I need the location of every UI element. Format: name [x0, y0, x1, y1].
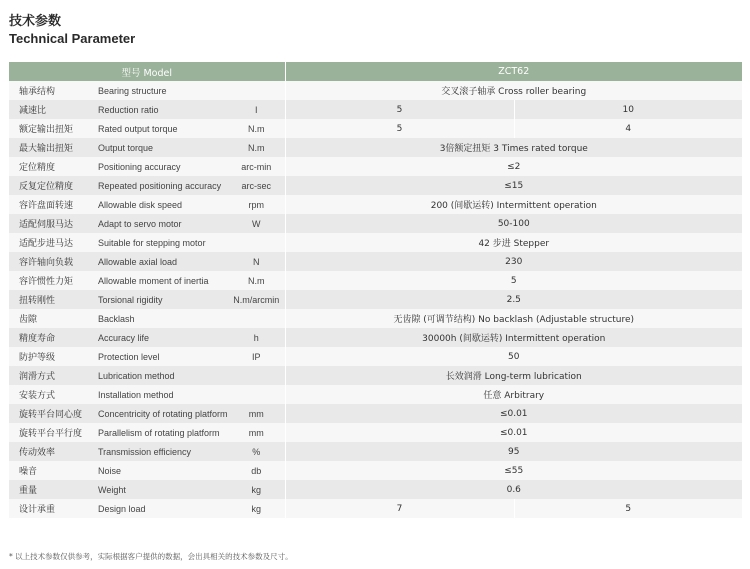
param-unit: N.m/arcmin	[228, 290, 285, 309]
param-name-cn: 适配步进马达	[9, 233, 96, 252]
table-row	[9, 157, 742, 176]
param-unit	[228, 385, 285, 404]
param-unit	[228, 309, 285, 328]
param-value-ratio-5: 7	[285, 499, 514, 518]
param-name-cn: 旋转平台平行度	[9, 423, 96, 442]
param-value: 2.5	[285, 290, 742, 309]
param-name-en: Bearing structure	[96, 81, 228, 100]
param-unit: W	[228, 214, 285, 233]
param-name-en: Repeated positioning accuracy	[96, 176, 228, 195]
param-value-ratio-5: 5	[285, 100, 514, 119]
table-row	[9, 271, 742, 290]
param-unit: h	[228, 328, 285, 347]
param-unit: N.m	[228, 138, 285, 157]
param-value: 交叉滚子轴承 Cross roller bearing	[285, 81, 742, 100]
param-name-cn: 定位精度	[9, 157, 96, 176]
param-name-cn: 旋转平台同心度	[9, 404, 96, 423]
param-name-cn: 轴承结构	[9, 81, 96, 100]
param-name-cn: 防护等级	[9, 347, 96, 366]
param-value: 200 (间歇运转) Intermittent operation	[285, 195, 742, 214]
param-name-en: Weight	[96, 480, 228, 499]
param-name-en: Suitable for stepping motor	[96, 233, 228, 252]
param-value: ≤2	[285, 157, 742, 176]
param-name-cn: 精度寿命	[9, 328, 96, 347]
param-value: ≤55	[285, 461, 742, 480]
table-row	[9, 100, 742, 119]
table-row	[9, 366, 742, 385]
table-row	[9, 195, 742, 214]
table-row	[9, 385, 742, 404]
param-name-cn: 安装方式	[9, 385, 96, 404]
param-name-en: Allowable axial load	[96, 252, 228, 271]
param-value: 230	[285, 252, 742, 271]
table-row	[9, 252, 742, 271]
param-unit: arc-sec	[228, 176, 285, 195]
table-header-row	[9, 62, 742, 81]
param-value-ratio-10: 4	[514, 119, 742, 138]
param-name-en: Adapt to servo motor	[96, 214, 228, 233]
param-unit: rpm	[228, 195, 285, 214]
param-unit: db	[228, 461, 285, 480]
page-title-cn: 技术参数	[9, 14, 62, 29]
param-value: 50	[285, 347, 742, 366]
param-value: 42 步进 Stepper	[285, 233, 742, 252]
param-unit: arc-min	[228, 157, 285, 176]
param-name-en: Allowable moment of inertia	[96, 271, 228, 290]
table-row	[9, 480, 742, 499]
param-unit: N.m	[228, 271, 285, 290]
param-name-en: Allowable disk speed	[96, 195, 228, 214]
param-name-cn: 设计承重	[9, 499, 96, 518]
param-name-cn: 容许轴向负载	[9, 252, 96, 271]
table-row	[9, 81, 742, 100]
param-name-cn: 润滑方式	[9, 366, 96, 385]
param-unit: %	[228, 442, 285, 461]
param-unit: N	[228, 252, 285, 271]
spec-table	[9, 62, 742, 518]
param-name-cn: 最大输出扭矩	[9, 138, 96, 157]
param-value: ≤0.01	[285, 423, 742, 442]
param-name-cn: 重量	[9, 480, 96, 499]
table-row	[9, 423, 742, 442]
param-name-cn: 容许盘面转速	[9, 195, 96, 214]
param-value: 3倍额定扭矩 3 Times rated torque	[285, 138, 742, 157]
table-row	[9, 214, 742, 233]
param-name-en: Reduction ratio	[96, 100, 228, 119]
table-row	[9, 442, 742, 461]
spec-table-body	[9, 81, 742, 518]
table-row	[9, 309, 742, 328]
param-name-en: Protection level	[96, 347, 228, 366]
param-name-en: Noise	[96, 461, 228, 480]
param-name-en: Design load	[96, 499, 228, 518]
param-unit: kg	[228, 480, 285, 499]
param-name-cn: 额定输出扭矩	[9, 119, 96, 138]
param-value: 5	[285, 271, 742, 290]
param-name-en: Parallelism of rotating platform	[96, 423, 228, 442]
param-unit: N.m	[228, 119, 285, 138]
table-row	[9, 347, 742, 366]
table-row	[9, 119, 742, 138]
param-name-en: Transmission efficiency	[96, 442, 228, 461]
page-title-en: Technical Parameter	[9, 31, 136, 46]
param-unit	[228, 233, 285, 252]
param-name-cn: 容许惯性力矩	[9, 271, 96, 290]
table-row	[9, 290, 742, 309]
table-row	[9, 404, 742, 423]
param-name-cn: 减速比	[9, 100, 96, 119]
table-row	[9, 138, 742, 157]
table-row	[9, 328, 742, 347]
param-value: 95	[285, 442, 742, 461]
param-value: 50-100	[285, 214, 742, 233]
param-unit: mm	[228, 404, 285, 423]
param-value-ratio-10: 5	[514, 499, 742, 518]
param-name-en: Lubrication method	[96, 366, 228, 385]
param-unit	[228, 81, 285, 100]
param-unit: IP	[228, 347, 285, 366]
param-name-en: Output torque	[96, 138, 228, 157]
param-unit: kg	[228, 499, 285, 518]
table-row	[9, 461, 742, 480]
param-name-en: Backlash	[96, 309, 228, 328]
param-value: 无齿隙 (可调节结构) No backlash (Adjustable structure)	[285, 309, 742, 328]
table-row	[9, 233, 742, 252]
param-value: ≤0.01	[285, 404, 742, 423]
param-name-en: Concentricity of rotating platform	[96, 404, 228, 423]
param-name-cn: 传动效率	[9, 442, 96, 461]
param-name-cn: 噪音	[9, 461, 96, 480]
param-name-en: Installation method	[96, 385, 228, 404]
param-name-en: Accuracy life	[96, 328, 228, 347]
param-value-ratio-5: 5	[285, 119, 514, 138]
model-value-cell: ZCT62	[285, 62, 742, 81]
param-unit: mm	[228, 423, 285, 442]
param-value-ratio-10: 10	[514, 100, 742, 119]
param-value: 30000h (间歇运转) Intermittent operation	[285, 328, 742, 347]
param-value: 任意 Arbitrary	[285, 385, 742, 404]
param-name-cn: 反复定位精度	[9, 176, 96, 195]
model-label-cell: 型号 Model	[9, 62, 285, 81]
param-value: ≤15	[285, 176, 742, 195]
param-name-en: Torsional rigidity	[96, 290, 228, 309]
param-name-en: Rated output torque	[96, 119, 228, 138]
param-name-en: Positioning accuracy	[96, 157, 228, 176]
param-name-cn: 齿隙	[9, 309, 96, 328]
param-value: 长效润滑 Long-term lubrication	[285, 366, 742, 385]
param-unit: I	[228, 100, 285, 119]
table-row	[9, 499, 742, 518]
param-unit	[228, 366, 285, 385]
footnote: * 以上技术参数仅供参考，实际根据客户提供的数据，会出具相关的技术参数及尺寸。	[9, 552, 293, 561]
param-name-cn: 扭转刚性	[9, 290, 96, 309]
param-name-cn: 适配伺服马达	[9, 214, 96, 233]
param-value: 0.6	[285, 480, 742, 499]
table-row	[9, 176, 742, 195]
